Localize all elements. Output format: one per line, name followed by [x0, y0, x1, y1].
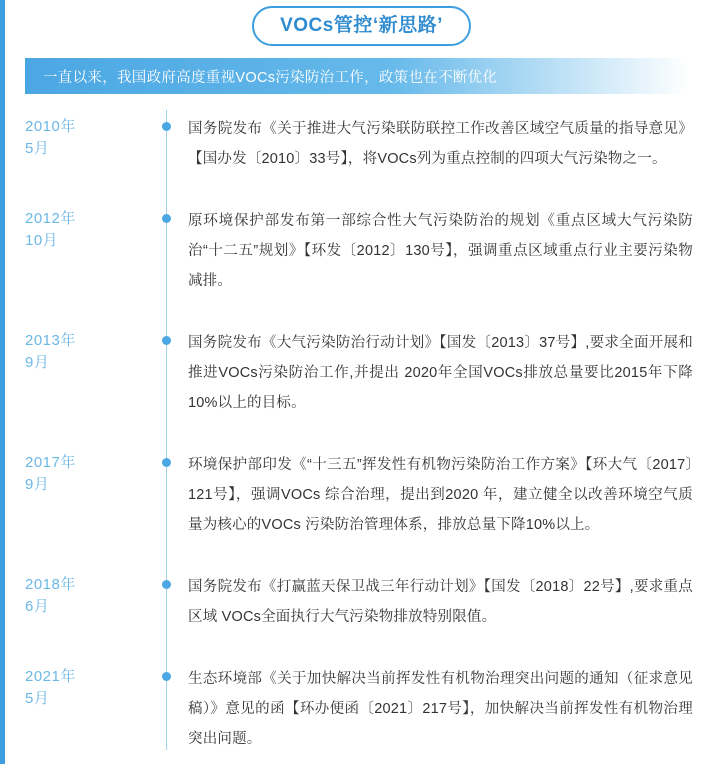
timeline-text: 生态环境部《关于加快解决当前挥发性有机物治理突出问题的通知（征求意见稿）》意见的函【环办便函〔2021〕217号】，加快解决当前挥发性有机物治理突出问题。	[188, 671, 693, 747]
timeline-entry	[0, 318, 723, 418]
subtitle-banner	[25, 58, 690, 94]
timeline-bullet-column	[166, 440, 188, 540]
timeline-date	[0, 104, 166, 174]
timeline-year: 2018年	[25, 576, 76, 593]
timeline-text-column	[188, 654, 723, 754]
timeline-text-column	[188, 562, 723, 632]
timeline-date	[0, 562, 166, 632]
timeline-month: 5月	[25, 140, 50, 157]
timeline-text: 国务院发布《大气污染防治行动计划》【国发〔2013〕37号】,要求全面开展和推进VOCs污染防治工作,并提出 2020年全国VOCs排放总量要比2015年下降10%以上的目标。	[188, 335, 693, 411]
timeline-bullet-icon	[162, 458, 171, 467]
timeline-entry	[0, 196, 723, 296]
timeline-bullet-column	[166, 562, 188, 632]
timeline-month: 5月	[25, 690, 50, 707]
timeline-bullet-column	[166, 196, 188, 296]
timeline-year: 2010年	[25, 118, 76, 135]
timeline-month: 10月	[25, 232, 59, 249]
timeline-text-column	[188, 318, 723, 418]
timeline-year: 2012年	[25, 210, 76, 227]
timeline-text-column	[188, 196, 723, 296]
timeline	[0, 104, 723, 776]
timeline-text: 原环境保护部发布第一部综合性大气污染防治的规划《重点区域大气污染防治“十二五”规划》【环发〔2012〕130号】，强调重点区域重点行业主要污染物减排。	[188, 213, 693, 289]
timeline-bullet-column	[166, 318, 188, 418]
timeline-bullet-icon	[162, 336, 171, 345]
timeline-date	[0, 654, 166, 754]
timeline-year: 2021年	[25, 668, 76, 685]
timeline-bullet-icon	[162, 214, 171, 223]
timeline-text: 国务院发布《关于推进大气污染联防联控工作改善区域空气质量的指导意见》【国办发〔2010〕33号】，将VOCs列为重点控制的四项大气污染物之一。	[188, 121, 693, 167]
timeline-date	[0, 440, 166, 540]
timeline-year: 2013年	[25, 332, 76, 349]
timeline-text: 环境保护部印发《“十三五”挥发性有机物污染防治工作方案》【环大气〔2017〕121号】，强调VOCs 综合治理，提出到2020 年，建立健全以改善环境空气质量为核心的VOCs 污染防治管理体系，排放总量下降10%以上。	[188, 457, 693, 533]
timeline-text-column	[188, 440, 723, 540]
timeline-entry	[0, 654, 723, 754]
timeline-entry	[0, 440, 723, 540]
timeline-text: 国务院发布《打赢蓝天保卫战三年行动计划》【国发〔2018〕22号】,要求重点区域 VOCs全面执行大气污染物排放特别限值。	[188, 579, 693, 625]
timeline-bullet-column	[166, 104, 188, 174]
timeline-bullet-icon	[162, 122, 171, 131]
timeline-entry	[0, 562, 723, 632]
timeline-bullet-icon	[162, 580, 171, 589]
timeline-month: 9月	[25, 354, 50, 371]
subtitle-text: 一直以来，我国政府高度重视VOCs污染防治工作，政策也在不断优化	[43, 69, 498, 86]
timeline-date	[0, 318, 166, 418]
timeline-month: 6月	[25, 598, 50, 615]
page-title: VOCs管控‘新思路’	[280, 15, 443, 36]
timeline-bullet-icon	[162, 672, 171, 681]
timeline-entry	[0, 104, 723, 174]
timeline-date	[0, 196, 166, 296]
timeline-bullet-column	[166, 654, 188, 754]
title-pill	[252, 6, 471, 46]
timeline-year: 2017年	[25, 454, 76, 471]
timeline-text-column	[188, 104, 723, 174]
title-container	[0, 6, 723, 46]
timeline-month: 9月	[25, 476, 50, 493]
